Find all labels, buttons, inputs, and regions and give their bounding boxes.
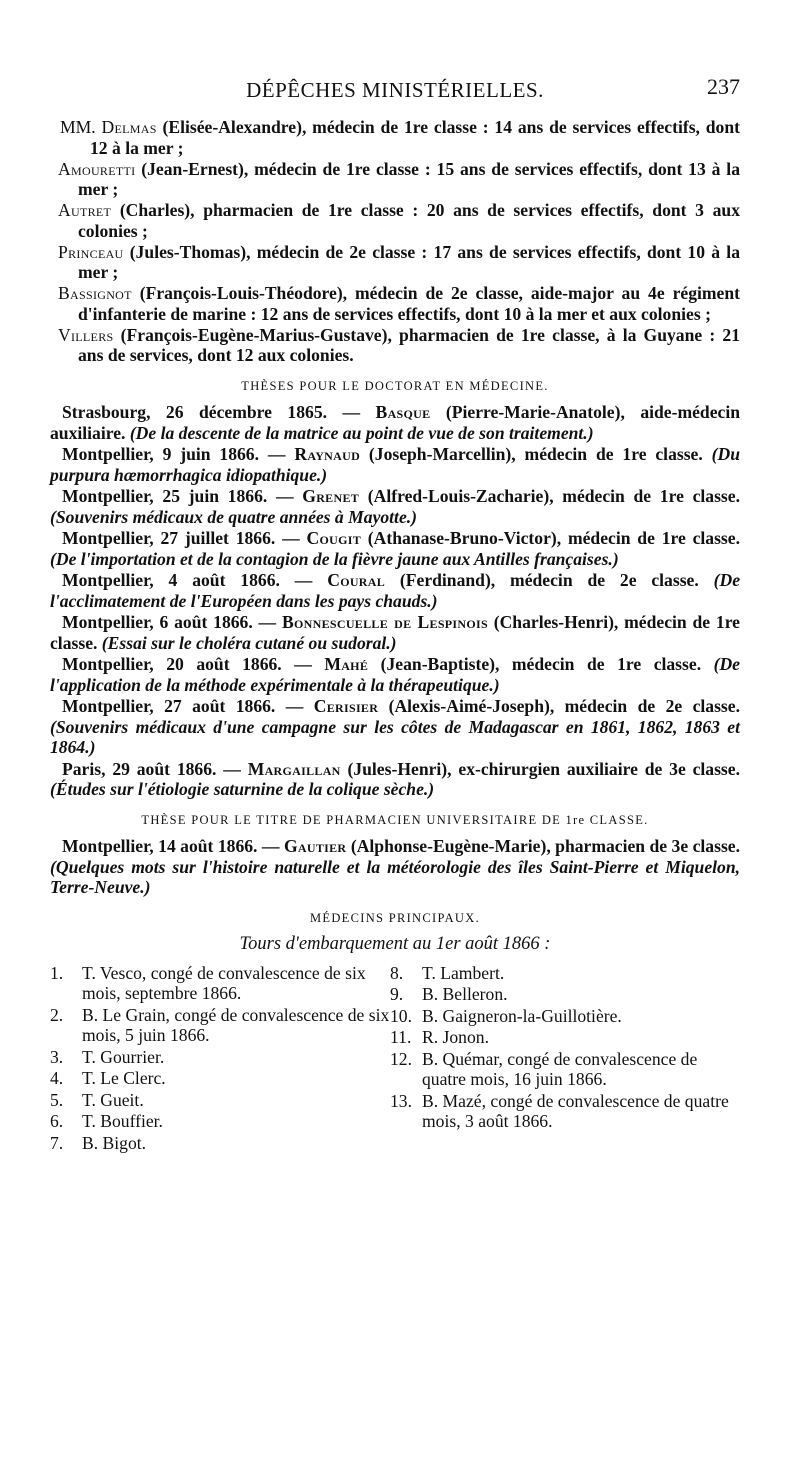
roster-columns (50, 963, 740, 1155)
promotion-list (50, 117, 740, 366)
list-item: 9. B. Belleron. (390, 984, 508, 1004)
list-item: Bassignot (François-Louis-Théodore), médecin de 2e classe, aide-major au 4e régiment d'infanterie de marine : 12 ans de services effectifs, dont 10 à la mer et aux colonies ; (58, 283, 740, 324)
list-item: 11. R. Jonon. (390, 1027, 489, 1047)
list-item: 3. T. Gourrier. (50, 1046, 165, 1067)
section-heading-theses: THÈSES POUR LE DOCTORAT EN MÉDECINE. (241, 378, 549, 393)
thesis-entry: Strasbourg, 26 décembre 1865. — Basque (Pierre-Marie-Anatole), aide-médecin auxiliaire. (De la descente de la matrice au point de vue de son traitement.) (50, 402, 740, 443)
page-content (50, 117, 740, 1154)
list-item: 12. B. Quémar, congé de convalescence de quatre mois, 16 juin 1866. (390, 1048, 698, 1089)
thesis-entry: Montpellier, 20 août 1866. — Mahé (Jean-Baptiste), médecin de 1re classe. (De l'application de la méthode expérimentale à la thérapeutique.) (50, 654, 740, 695)
list-item: 6. T. Bouffier. (50, 1111, 163, 1131)
thesis-entry: Montpellier, 6 août 1866. — Bonnescuelle de Lespinois (Charles-Henri), médecin de 1re classe. (Essai sur le choléra cutané ou sudoral.) (50, 612, 740, 653)
list-item: 10. B. Gaigneron-la-Guillotière. (390, 1005, 622, 1026)
thesis-entry: Montpellier, 27 juillet 1866. — Cougit (Athanase-Bruno-Victor), médecin de 1re classe. (De l'importation et de la contagion de la fièvre jaune aux Antilles françaises.) (50, 528, 740, 569)
list-item: 4. T. Le Clerc. (50, 1068, 166, 1088)
list-item: Villers (François-Eugène-Marius-Gustave), pharmacien de 1re classe, à la Guyane : 21 ans de services, dont 12 aux colonies. (58, 324, 740, 365)
section-heading-medecins: MÉDECINS PRINCIPAUX. (309, 910, 480, 925)
list-item: Amouretti (Jean-Ernest), médecin de 1re classe : 15 ans de services effectifs, dont 13 à la mer ; (58, 158, 740, 199)
section-heading-pharmacy: THÈSE POUR LE TITRE DE PHARMACIEN UNIVERSITAIRE DE 1re CLASSE. (141, 812, 649, 827)
page-number: 237 (707, 74, 740, 99)
list-item: Princeau (Jules-Thomas), médecin de 2e classe : 17 ans de services effectifs, dont 10 à la mer ; (58, 241, 740, 282)
list-item: 2. B. Le Grain, congé de convalescence de six mois, 5 juin 1866. (50, 1004, 390, 1045)
list-item: 13. B. Mazé, congé de convalescence de quatre mois, 3 août 1866. (390, 1090, 729, 1131)
theses-list (50, 402, 740, 800)
list-item: 5. T. Gueit. (50, 1089, 144, 1110)
running-title: DÉPÊCHES MINISTÉRIELLES. (246, 78, 544, 102)
roster-right-column (390, 963, 740, 1155)
thesis-entry: Montpellier, 25 juin 1866. — Grenet (Alfred-Louis-Zacharie), médecin de 1re classe. (Souvenirs médicaux de quatre années à Mayotte.) (50, 486, 740, 527)
list-item: 7. B. Bigot. (50, 1132, 147, 1153)
list-item: 8. T. Lambert. (390, 962, 505, 983)
page-header (50, 70, 740, 106)
tours-heading: Tours d'embarquement au 1er août 1866 : (239, 934, 551, 954)
list-item: 1. T. Vesco, congé de convalescence de six mois, septembre 1866. (50, 962, 366, 1003)
pharmacy-thesis-entry: Montpellier, 14 août 1866. — Gautier (Alphonse-Eugène-Marie), pharmacien de 3e classe. (Quelques mots sur l'histoire naturelle et la météorologie des îles Saint-Pierre et Miquelon, Terre-Neuve.) (50, 836, 740, 897)
thesis-entry: Montpellier, 27 août 1866. — Cerisier (Alexis-Aimé-Joseph), médecin de 2e classe. (Souvenirs médicaux d'une campagne sur les côtes de Madagascar en 1861, 1862, 1863 et 1864.) (50, 696, 740, 757)
roster-left-column (50, 963, 390, 1155)
list-item: MM. Delmas (Elisée-Alexandre), médecin de 1re classe : 14 ans de services effectifs, dont 12 à la mer ; (60, 117, 740, 158)
thesis-entry: Paris, 29 août 1866. — Margaillan (Jules-Henri), ex-chirurgien auxiliaire de 3e classe. (Études sur l'étiologie saturnine de la colique sèche.) (50, 758, 740, 799)
thesis-entry: Montpellier, 9 juin 1866. — Raynaud (Joseph-Marcellin), médecin de 1re classe. (Du purpura hæmorrhagica idiopathique.) (50, 444, 740, 485)
thesis-entry: Montpellier, 4 août 1866. — Coural (Ferdinand), médecin de 2e classe. (De l'acclimatement de l'Européen dans les pays chauds.) (50, 570, 740, 611)
list-item: Autret (Charles), pharmacien de 1re classe : 20 ans de services effectifs, dont 3 aux colonies ; (58, 200, 740, 241)
